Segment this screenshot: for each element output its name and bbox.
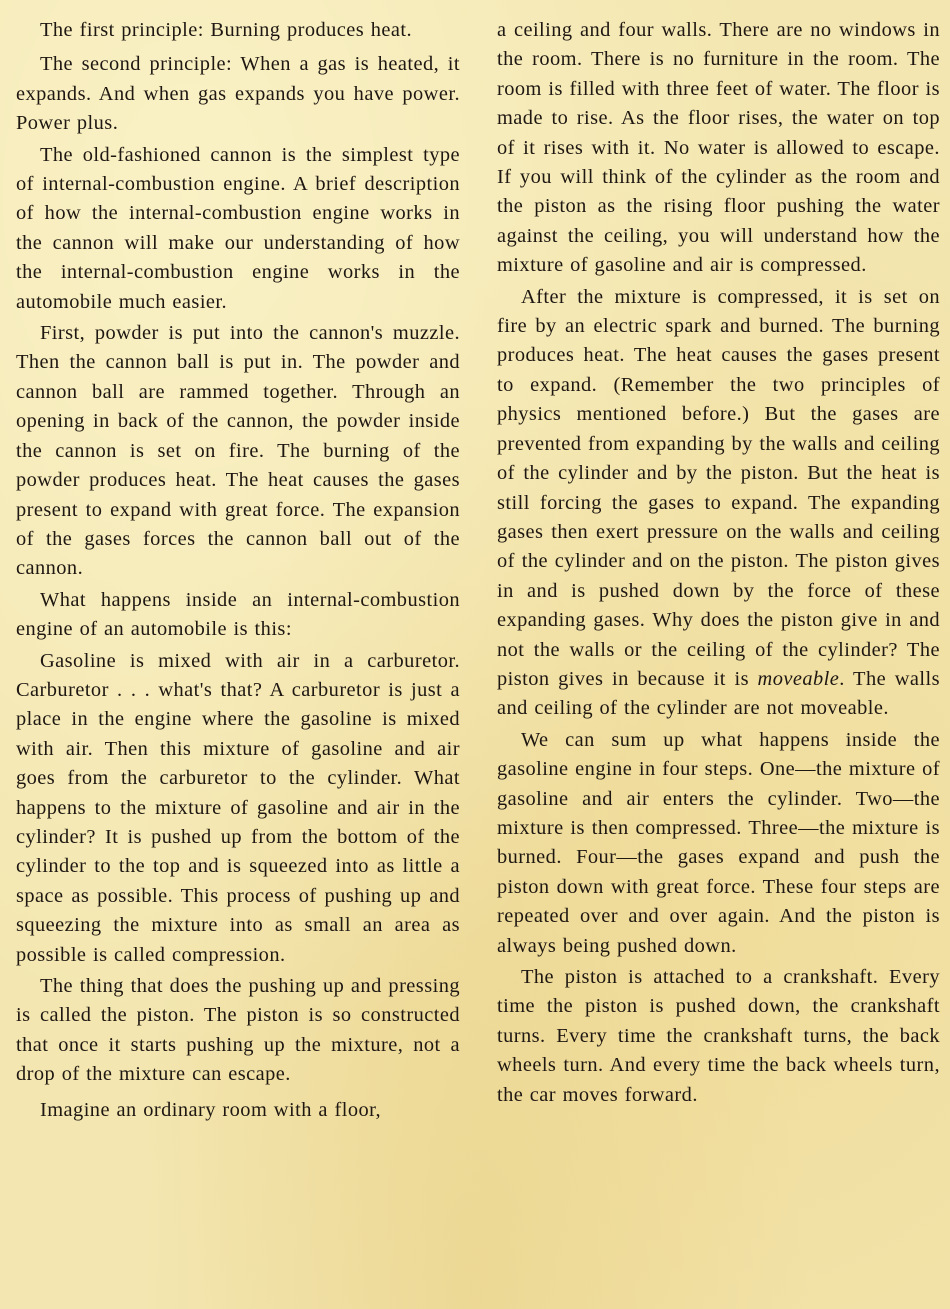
- paragraph-text: a ceiling and four walls. There are no windows in the room. There is no furniture in the room. The room is filled with three feet of water. The floor is made to rise. As the floor rises, the water on top of it rises with it. No water is allowed to escape. If you will think of the cylinder as the room and the piston as the rising floor pushing the water against the ceiling, you will understand how the mixture of gasoline and air is compressed.: [497, 19, 940, 277]
- paragraph: [16, 972, 460, 1090]
- paragraph: [497, 963, 940, 1110]
- paragraph-continued: [497, 16, 940, 281]
- paragraph-text: The old-fashioned cannon is the simplest type of internal-combustion engine. A brief description of how the internal-combustion engine works in the cannon will make our understanding of how the internal-combustion engine works in the automobile much easier.: [16, 143, 460, 313]
- paragraph-text: Imagine an ordinary room with a floor,: [40, 1098, 382, 1121]
- paragraph: [16, 50, 460, 138]
- paragraph-text: First, powder is put into the cannon's muzzle. Then the cannon ball is put in. The powder and cannon ball are rammed together. Through an opening in back of the cannon, the powder inside the cannon is set on fire. The burning of the powder produces heat. The heat causes the gases present to expand with great force. The expansion of the gases forces the cannon ball out of the cannon.: [16, 322, 460, 580]
- paragraph-text: The piston is attached to a crankshaft. Every time the piston is pushed down, the crankshaft turns. Every time the crankshaft turns, the back wheels turn. And every time the back wheels turn, the car moves forward.: [497, 966, 940, 1106]
- paragraph-text: We can sum up what happens inside the gasoline engine in four steps. One—the mixture of gasoline and air enters the cylinder. Two—the mixture is then compressed. Three—the mixture is burned. Four—the gases expand and push the piston down with great force. These four steps are repeated over and over again. And the piston is always being pushed down.: [497, 728, 940, 957]
- paragraph-text: The first principle: Burning produces heat.: [40, 19, 413, 41]
- paragraph-text: After the mixture is compressed, it is set on fire by an electric spark and burned. The burning produces heat. The heat causes the gases present to expand. (Remember the two principles of physics mentioned before.) But the gases are prevented from expanding by the walls and ceiling of the cylinder and by the piston. But the heat is still forcing the gases to expand. The expanding gases then exert pressure on the walls and ceiling of the cylinder and on the piston. The piston gives in and is pushed down by the force of these expanding gases. Why does the piston give in and not the walls or the ceiling of the cylinder? The piston gives in because it is: [497, 285, 940, 690]
- paragraph: [497, 283, 940, 724]
- paragraph-text: The second principle: When a gas is heated, it expands. And when gas expands you have power. Power plus.: [16, 53, 460, 135]
- paragraph: [16, 16, 460, 45]
- paragraph: [497, 726, 940, 961]
- emphasized-word: moveable: [757, 667, 840, 690]
- paragraph: [16, 319, 460, 584]
- paragraph-text: . The walls and ceiling of the cylinder are not moveable.: [497, 667, 940, 720]
- text-column-right: [497, 16, 940, 1305]
- paragraph: [16, 141, 460, 317]
- paragraph: [16, 586, 460, 645]
- paragraph: [16, 1096, 460, 1125]
- paragraph-text: Gasoline is mixed with air in a carburetor. Carburetor . . . what's that? A carburetor is just a place in the engine where the gasoline is mixed with air. Then this mixture of gasoline and air goes from the carburetor to the cylinder. What happens to the mixture of gasoline and air in the cylinder? It is pushed up from the bottom of the cylinder to the top and is squeezed into as little a space as possible. This process of pushing up and squeezing the mixture into as small an area as possible is called compression.: [16, 649, 460, 966]
- text-column-left: [16, 16, 460, 1305]
- paragraph-text: What happens inside an internal-combustion engine of an automobile is this:: [16, 588, 460, 641]
- paragraph: [16, 647, 460, 970]
- paragraph-text: The thing that does the pushing up and pressing is called the piston. The piston is so constructed that once it starts pushing up the mixture, not a drop of the mixture can escape.: [16, 975, 460, 1086]
